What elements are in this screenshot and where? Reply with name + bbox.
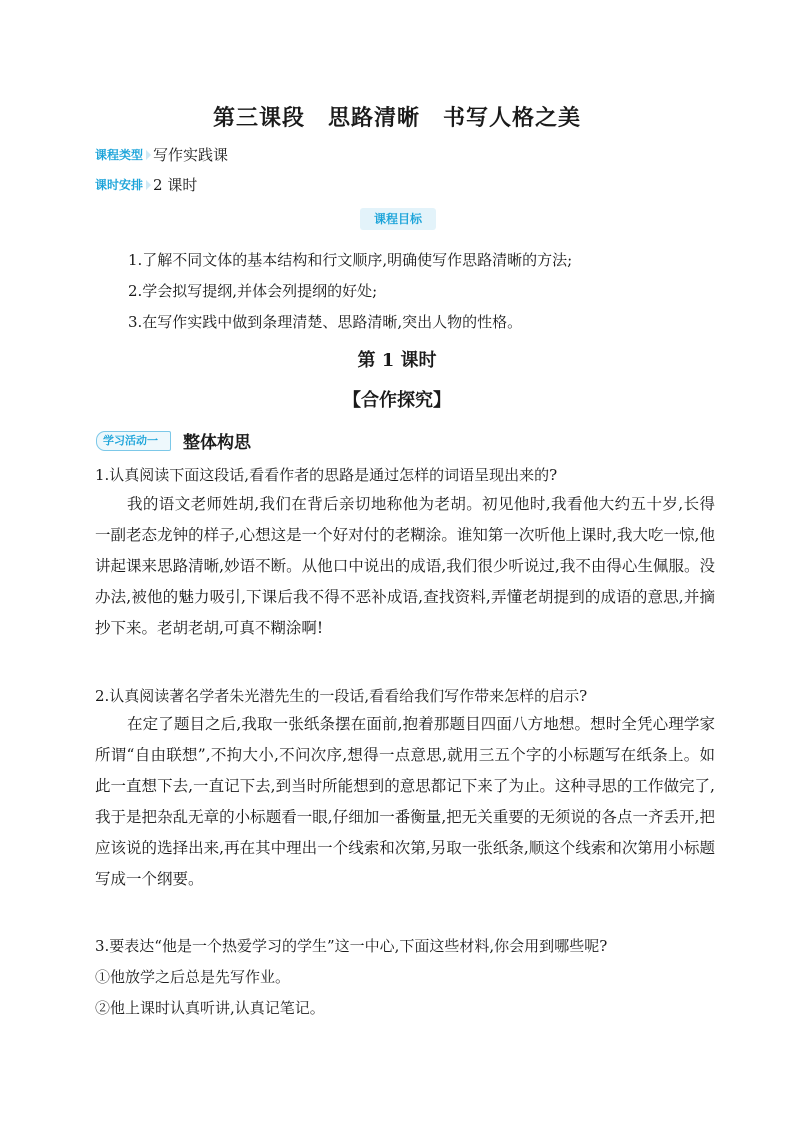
option-item: ②他上课时认真听讲,认真记笔记。 — [95, 999, 325, 1017]
goal-item: 3.在写作实践中做到条理清楚、思路清晰,突出人物的性格。 — [128, 313, 523, 331]
goals-badge: 课程目标 — [360, 208, 436, 230]
question-3: 3.要表达“他是一个热爱学习的学生”这一中心,下面这些材料,你会用到哪些呢? — [95, 937, 608, 955]
course-type-value: 写作实践课 — [153, 145, 229, 164]
course-type-label: 课程类型 — [95, 146, 151, 163]
option-item: ①他放学之后总是先写作业。 — [95, 968, 291, 986]
page-title: 第三课段 思路清晰 书写人格之美 — [212, 105, 581, 131]
course-type-row — [95, 144, 228, 164]
goal-item: 1.了解不同文体的基本结构和行文顺序,明确使写作思路清晰的方法; — [128, 251, 573, 269]
goal-item: 2.学会拟写提纲,并体会列提纲的好处; — [128, 282, 378, 300]
schedule-label: 课时安排 — [95, 176, 151, 193]
lesson-heading: 第 1 课时 — [357, 350, 437, 371]
activity-title: 整体构思 — [183, 433, 251, 453]
passage-2: 在定了题目之后,我取一张纸条摆在面前,抱着那题目四面八方地想。想时全凭心理学家所谓“自由联想”,不拘大小,不问次序,想得一点意思,就用三五个字的小标题写在纸条上。如此一直想下去,一直记下去,到当时所能想到的意思都记下来了为止。这种寻思的工作做完了,我于是把杂乱无章的小标题看一眼,仔细加一番衡量,把无关重要的无须说的各点一齐丢开,把应该说的选择出来,再在其中理出一个线索和次第,另取一张纸条,顺这个线索和次第用小标题写成一个纲要。 — [95, 715, 715, 888]
question-2: 2.认真阅读著名学者朱光潜先生的一段话,看看给我们写作带来怎样的启示? — [95, 687, 588, 705]
passage-1: 我的语文老师姓胡,我们在背后亲切地称他为老胡。初见他时,我看他大约五十岁,长得一副老态龙钟的样子,心想这是一个好对付的老糊涂。谁知第一次听他上课时,我大吃一惊,他讲起课来思路清晰,妙语不断。从他口中说出的成语,我们很少听说过,我不由得心生佩服。没办法,被他的魅力吸引,下课后我不得不恶补成语,查找资料,弄懂老胡提到的成语的意思,并摘抄下来。老胡老胡,可真不糊涂啊! — [95, 495, 715, 637]
schedule-value: 2 课时 — [153, 175, 198, 194]
section-heading: 【合作探究】 — [343, 390, 451, 411]
question-1: 1.认真阅读下面这段话,看看作者的思路是通过怎样的词语呈现出来的? — [95, 466, 558, 484]
schedule-row — [95, 174, 197, 194]
activity-badge: 学习活动一 — [96, 431, 171, 451]
